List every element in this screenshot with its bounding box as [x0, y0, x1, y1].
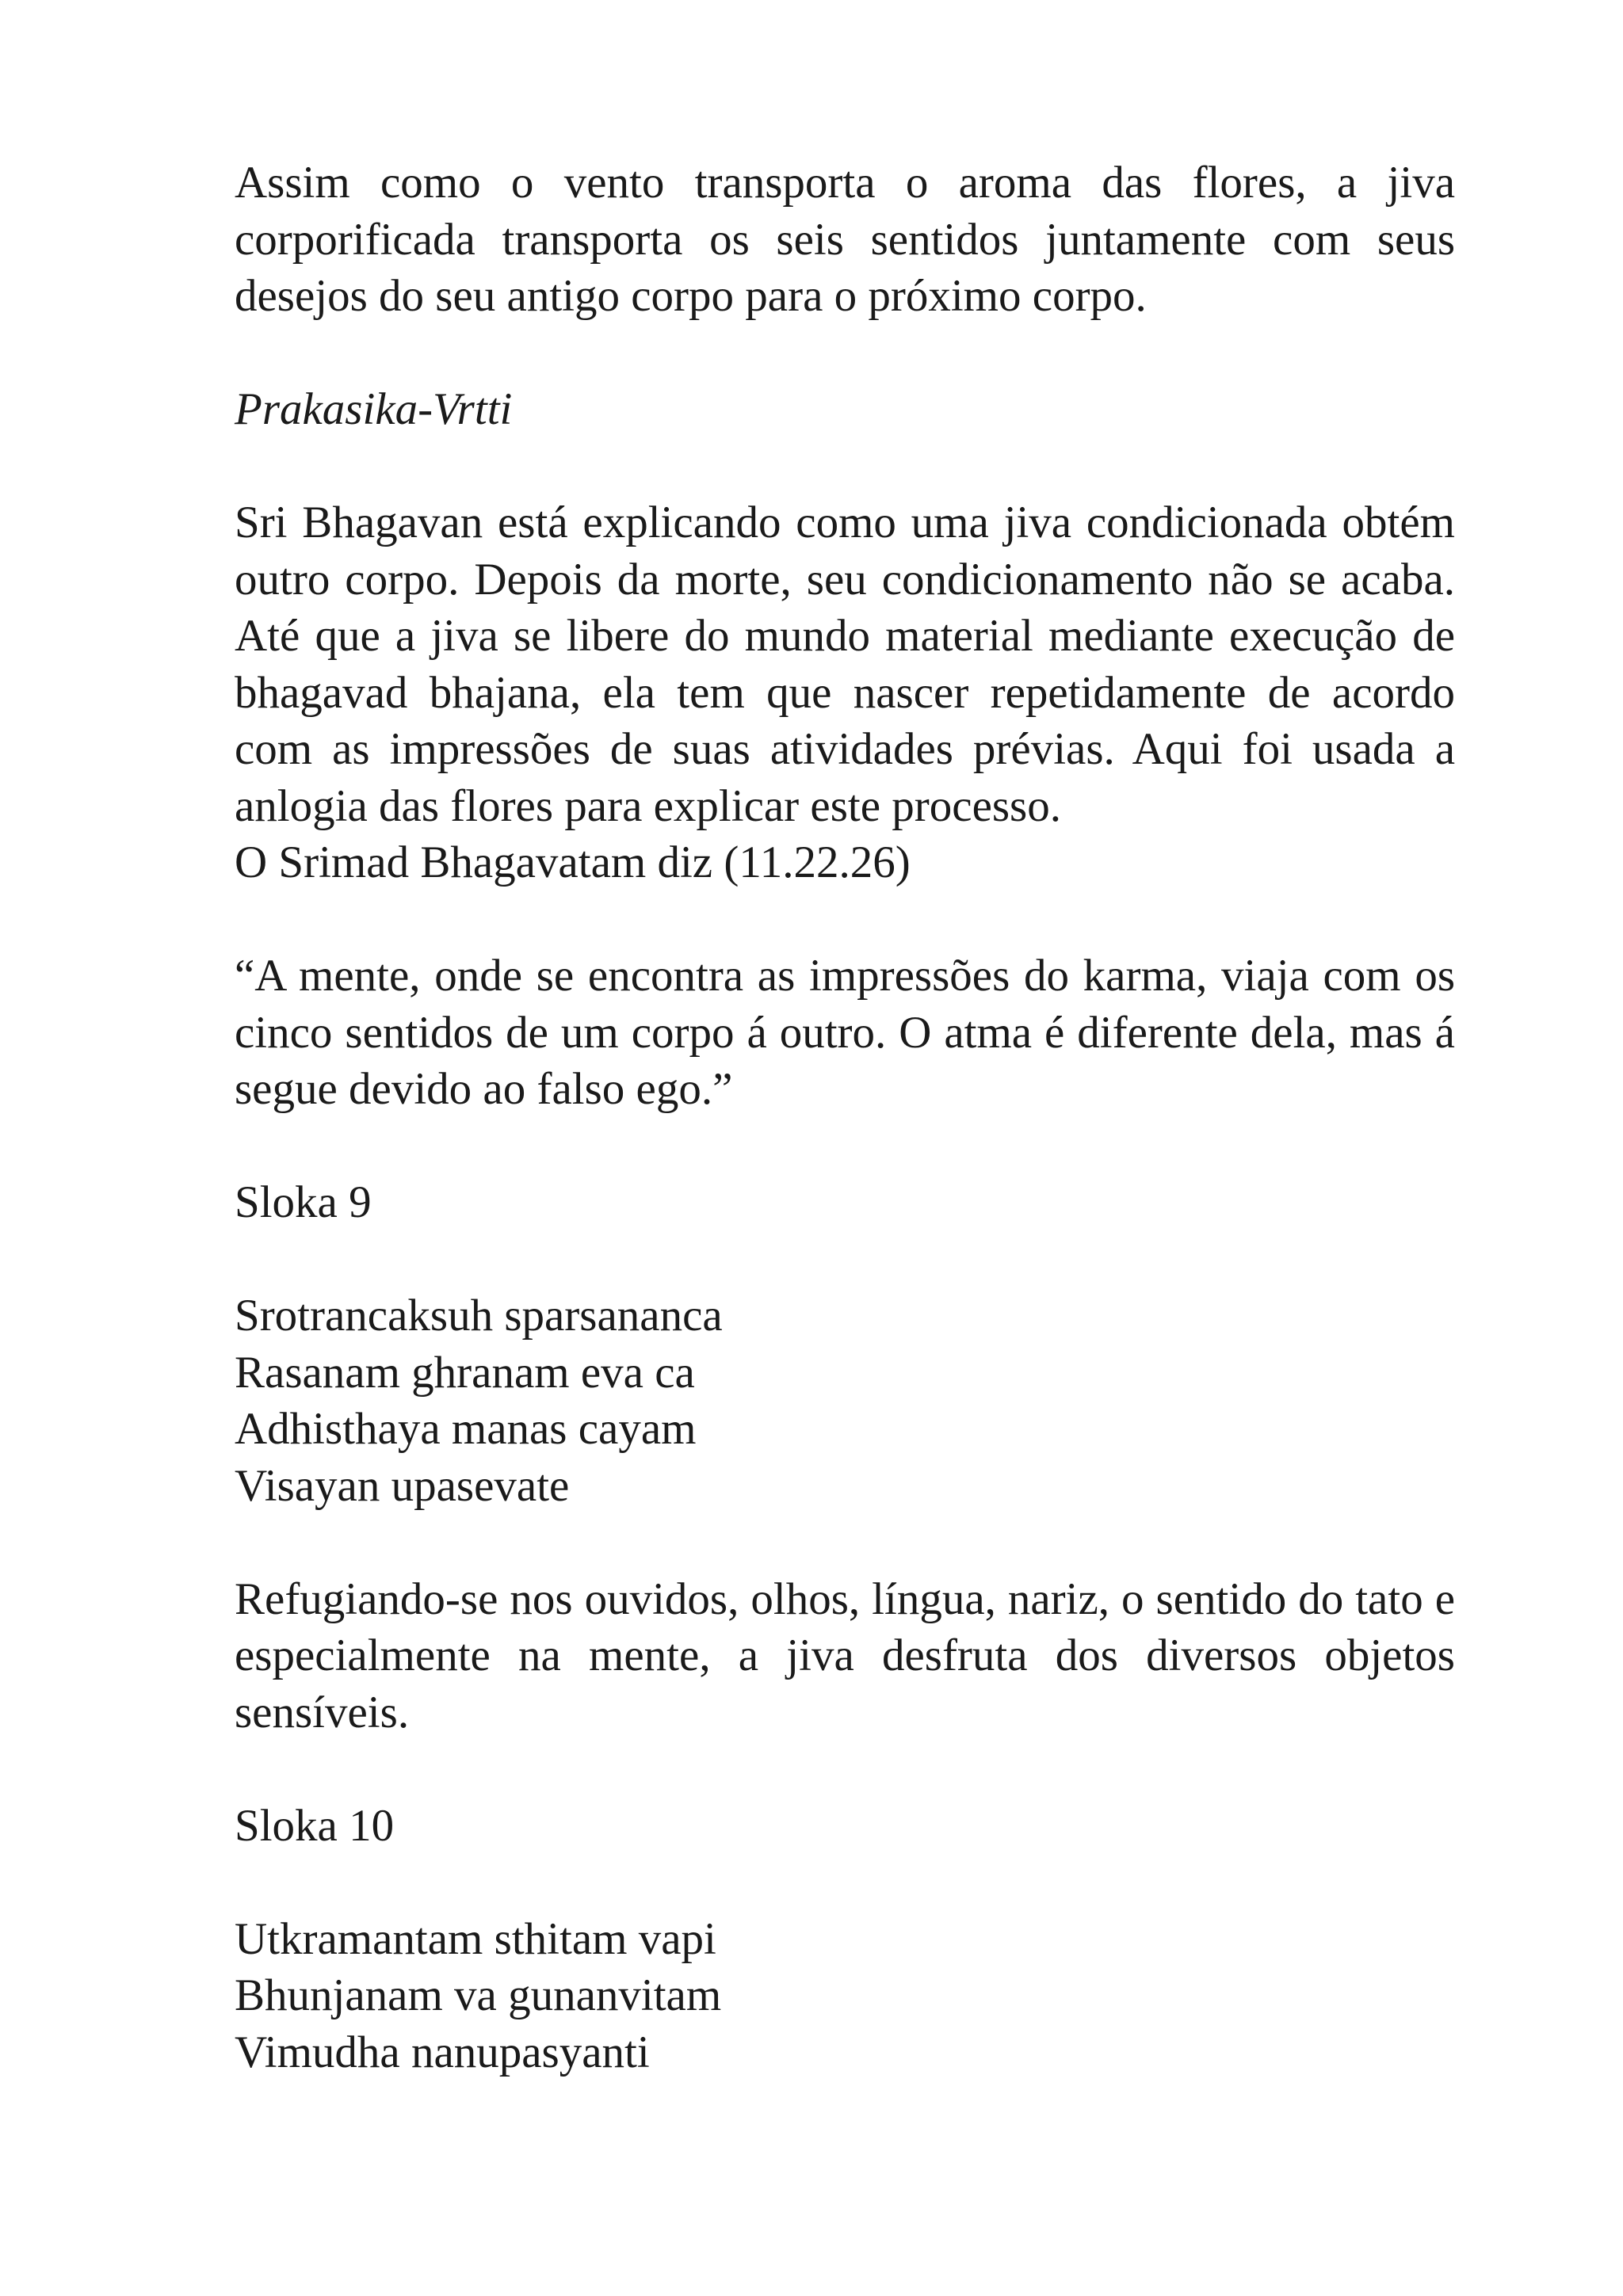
verse-line: Adhisthaya manas cayam — [235, 1404, 697, 1454]
sloka-10-verse — [235, 1911, 1455, 2081]
commentary-paragraph: Sri Bhagavan está explicando como uma jiva condicionada obtém outro corpo. Depois da morte, seu condicionamento não se acaba. Até que a jiva se libere do mundo material mediante execução de bhagavad bhajana, ela tem que nascer repetidamente de acordo com as impressões de suas atividades prévias. Aqui foi usada a anlogia das flores para explicar este processo. — [235, 498, 1455, 831]
verse-line: Rasanam ghranam eva ca — [235, 1347, 695, 1398]
commentary-heading: Prakasika-Vrtti — [235, 384, 513, 434]
verse-line: Vimudha nanupasyanti — [235, 2027, 650, 2077]
sloka-10-heading: Sloka 10 — [235, 1800, 395, 1851]
document-page — [235, 154, 1455, 2081]
verse-line: Bhunjanam va gunanvitam — [235, 1970, 722, 2020]
verse-line: Srotrancaksuh sparsananca — [235, 1291, 723, 1341]
citation-line: O Srimad Bhagavatam diz (11.22.26) — [235, 837, 911, 887]
translation-paragraph-8: Assim como o vento transporta o aroma das flores, a jiva corporificada transporta os seis sentidos juntamente com seus desejos do seu antigo corpo para o próximo corpo. — [235, 158, 1455, 321]
verse-line: Visayan upasevate — [235, 1460, 570, 1511]
quote-paragraph: “A mente, onde se encontra as impressões do karma, viaja com os cinco sentidos de um corpo á outro. O atma é diferente dela, mas á segue devido ao falso ego.” — [235, 951, 1455, 1114]
sloka-9-verse — [235, 1287, 1455, 1514]
verse-line: Utkramantam sthitam vapi — [235, 1913, 716, 1964]
translation-paragraph-9: Refugiando-se nos ouvidos, olhos, língua, nariz, o sentido do tato e especialmente na mente, a jiva desfruta dos diversos objetos sensíveis. — [235, 1573, 1455, 1737]
sloka-9-heading: Sloka 9 — [235, 1177, 372, 1227]
